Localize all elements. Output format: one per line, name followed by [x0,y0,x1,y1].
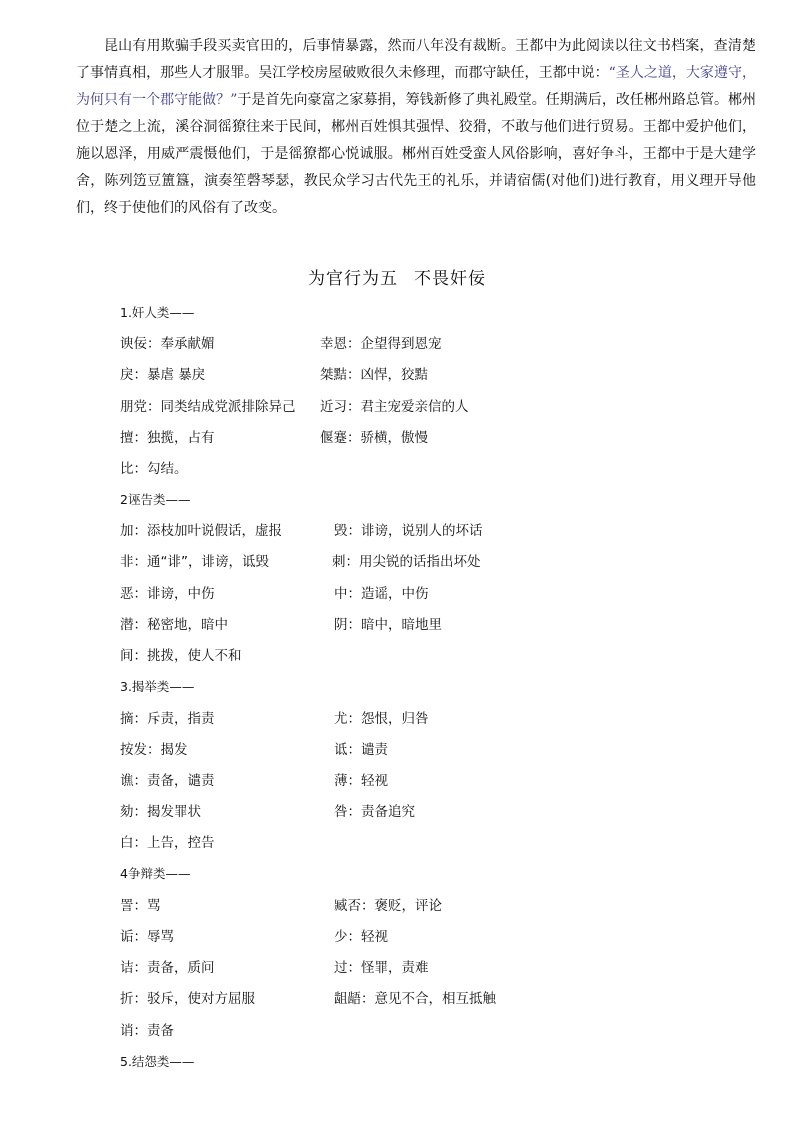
term-left: 非：通“诽”，诽谤，诋毁 [120,554,269,570]
term-left: 恶：诽谤，中伤 [120,586,215,602]
intro-quote: “圣人之道，大家遵守，为何只有一个郡守能做？” [76,65,756,108]
term-left: 劾：揭发罪状 [120,804,201,820]
heading-part2: 不畏奸佞 [414,269,486,289]
term-left: 谀佞：奉承献媚 [120,336,215,352]
term-right: 薄：轻视 [334,773,388,789]
term-left: 潜：秘密地，暗中 [120,617,228,633]
term-right: 偃蹇：骄横，傲慢 [320,430,428,446]
term-right: 尤：怨恨，归咎 [334,711,429,727]
term-left: 摘：斥责，指责 [120,711,215,727]
term-left: 戾：暴虐 暴戾 [120,367,206,383]
term-right: 过：怪罪，责难 [334,960,429,976]
term-right: 诋：谴责 [334,742,388,758]
category-title: 4争辩类—— [120,866,191,881]
term-right: 咎：责备追究 [334,804,415,820]
term-right: 近习：君主宠爱亲信的人 [320,399,469,415]
intro-paragraph [76,33,756,222]
category-title: 2诬告类—— [120,492,191,507]
category-title: 1.奸人类—— [120,305,195,320]
heading-part1: 为官行为五 [308,269,398,289]
term-left: 按发：揭发 [120,742,188,758]
term-left: 詈：骂 [120,898,161,914]
term-left: 诟：辱骂 [120,929,174,945]
term-right: 桀黠：凶悍，狡黠 [320,367,428,383]
category-title: 5.结怨类—— [120,1054,195,1069]
term-left: 朋党：同类结成党派排除异己 [120,399,296,415]
term-left: 折：驳斥，使对方屈服 [120,991,255,1007]
term-right: 中：造谣，中伤 [334,586,429,602]
term-left: 诘：责备，质问 [120,960,215,976]
term-left: 诮：责备 [120,1023,174,1039]
term-left: 谯：责备，谴责 [120,773,215,789]
term-right: 刺：用尖锐的话指出坏处 [332,554,481,570]
term-left: 擅：独揽，占有 [120,430,215,446]
term-left: 间：挑拨，使人不和 [120,648,242,664]
term-left: 白：上告，控告 [120,835,215,851]
term-right: 少：轻视 [334,929,388,945]
term-right: 臧否：褒贬，评论 [334,898,442,914]
term-right: 阴：暗中，暗地里 [334,617,442,633]
term-right: 幸恩：企望得到恩宠 [320,336,442,352]
term-right: 龃龉：意见不合，相互抵触 [334,991,496,1007]
term-left: 比：勾结。 [120,461,188,477]
intro-text-before: 昆山有用欺骗手段买卖官田的，后事情暴露，然而八年没有裁断。王都中为此阅读以往文书档案，查清楚了事情真相，那些人才服罪。吴江学校房屋破败很久未修理，而郡守缺任，王都中说： [76,38,756,81]
category-title: 3.揭举类—— [120,679,195,694]
term-left: 加：添枝加叶说假话，虚报 [120,523,282,539]
term-right: 毁：诽谤，说别人的坏话 [334,523,483,539]
intro-text-after: 于是首先向豪富之家募捐，筹钱新修了典礼殿堂。任期满后，改任郴州路总管。郴州位于楚之上流，溪谷洞徭獠往来于民间，郴州百姓惧其强悍、狡猾，不敢与他们进行贸易。王都中爱护他们，施以恩泽，用威严震慑他们，于是徭獠都心悦诚服。郴州百姓受蛮人风俗影响，喜好争斗，王都中于是大建学舍，陈列笾豆簠簋，演奏笙磬琴瑟，教民众学习古代先王的礼乐，并请宿儒(对他们)进行教育，用义理开导他们，终于使他们的风俗有了改变。 [76,92,756,216]
section-heading [0,264,794,289]
